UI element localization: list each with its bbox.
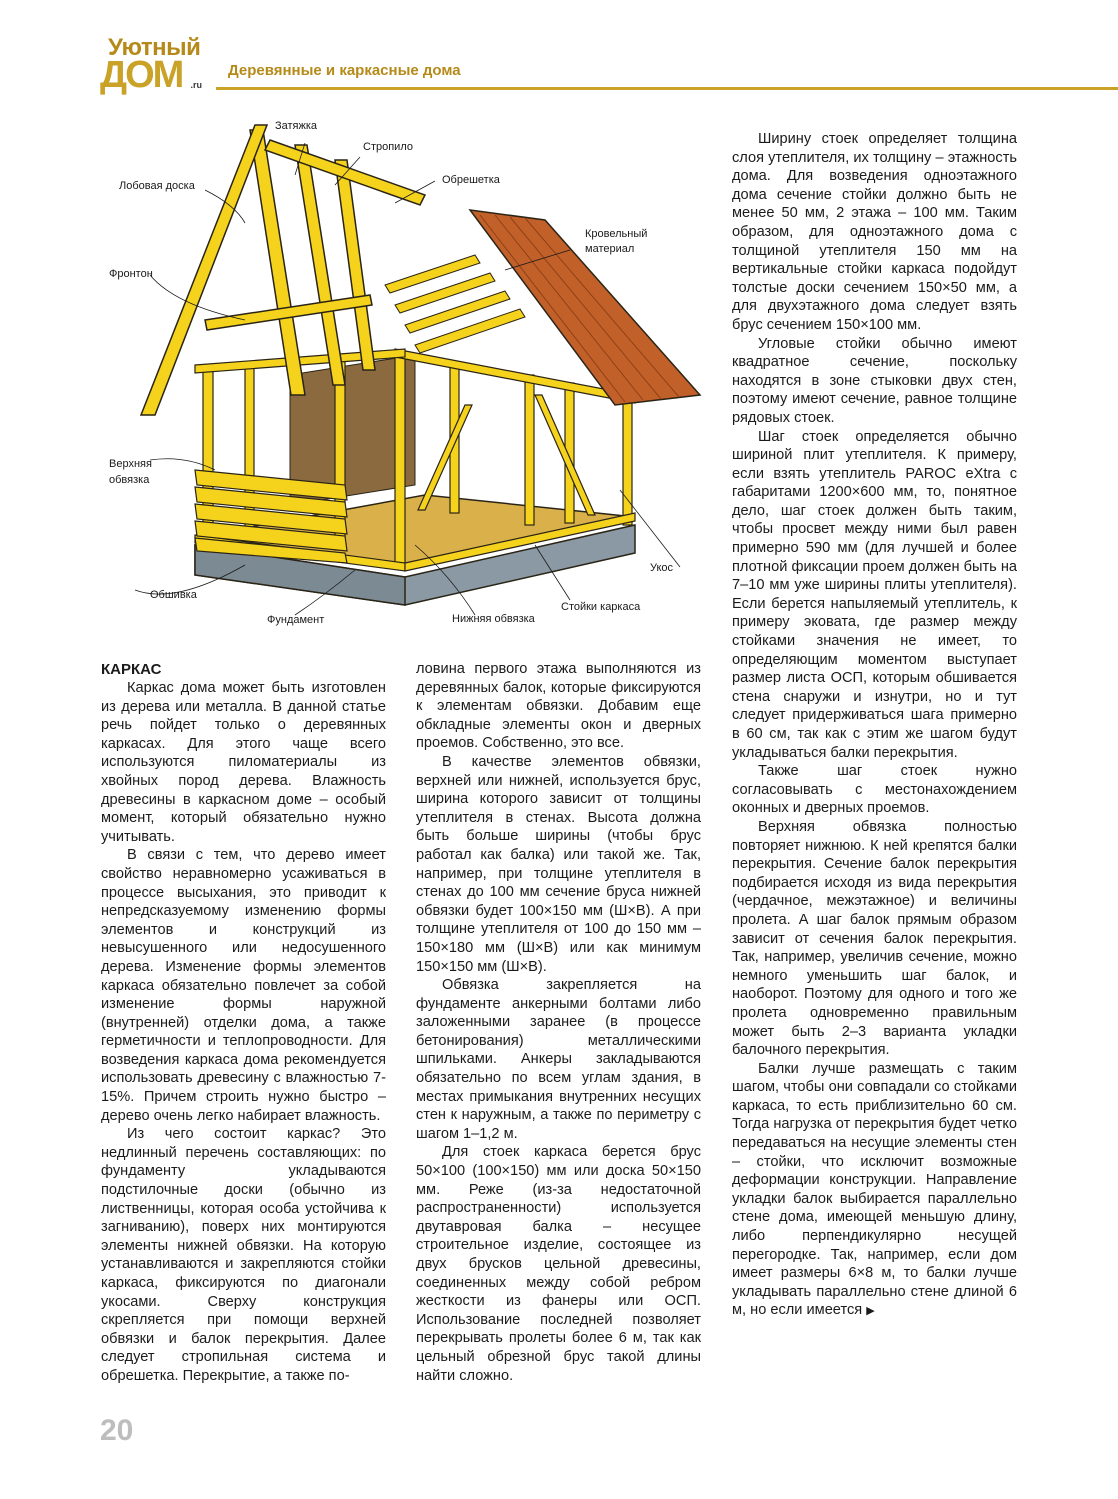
article-column-1 bbox=[101, 660, 386, 1386]
paragraph: В качестве элементов обвязки, верхней или нижней, используется брус, ширина которого зависит от толщины утеплителя в стенах. Высота должна быть больше ширины (чтобы брус работал как балка) или такой же. Так, например, при толщине утеплителя в стенах до 100 мм сечение бруса нижней обвязки будет 100×150 мм (Ш×В). А при толщине утеплителя от 100 до 150 мм – 150×180 мм (Ш×В) или как минимум 150×150 мм (Ш×В). bbox=[416, 753, 701, 975]
paragraph: Также шаг стоек нужно согласовывать с местонахождением оконных и дверных проемов. bbox=[732, 763, 1017, 817]
roof-battens bbox=[385, 255, 525, 353]
paragraph: Верхняя обвязка полностью повторяет нижнюю. К ней крепятся балки перекрытия. Сечение балок перекрытия подбирается исходя из вида перекрытия (чердачное, межэтажное) и величины пролета. А шаг балок прямым образом зависит от сечения балок перекрытия. Так, например, увеличив сечение, можно немного уменьшить шаг балок, и наоборот. Поэтому для одного и того же пролета одновременно правильным может быть 2–3 варианта укладки балочного перекрытия. bbox=[732, 818, 1017, 1059]
page-number: 20 bbox=[100, 1414, 134, 1447]
frame-house-diagram bbox=[95, 105, 715, 640]
logo-suffix: .ru bbox=[190, 80, 202, 90]
label-zatyazhka: Затяжка bbox=[275, 120, 318, 132]
article-heading: КАРКАС bbox=[101, 661, 162, 678]
logo-line2: ДОМ bbox=[100, 54, 183, 96]
magazine-logo bbox=[100, 36, 204, 94]
paragraph-last bbox=[732, 1060, 1017, 1321]
label-krovelny-1: Кровельный bbox=[585, 228, 648, 240]
header-rule bbox=[216, 87, 1118, 90]
label-verkhnyaya-1: Верхняя bbox=[109, 458, 152, 470]
label-nizhnyaya: Нижняя обвязка bbox=[452, 613, 535, 625]
continue-arrow-icon: ▶ bbox=[866, 1305, 875, 1318]
label-ukos: Укос bbox=[650, 562, 674, 574]
label-krovelny-2: материал bbox=[585, 243, 635, 255]
paragraph: ловина первого этажа выполняются из деревянных балок, которые фиксируются к элементам обвязки. Добавим еще обкладные элементы окон и дверных проемов. Собственно, это все. bbox=[416, 661, 701, 752]
article-column-3 bbox=[732, 130, 1017, 1321]
label-lobovaya: Лобовая доска bbox=[119, 180, 195, 192]
paragraph: Каркас дома может быть изготовлен из дерева или металла. В данной статье речь пойдет только о деревянных каркасах. Для этого чаще всего используются пиломатериалы из хвойных пород дерева. Влажность древесины в каркасном доме – особый момент, который обязательно нужно учитывать. bbox=[101, 680, 386, 845]
paragraph: Шаг стоек определяется обычно шириной плит утеплителя. К примеру, если взять утеплитель PAROC eXtra с габаритами 1200×600 мм, то, понятное дело, шаг стоек должен быть таким, чтобы просвет между ними был равен примерно 590 мм (для лучшей и более плотной фиксации проем должен быть на 7–10 мм уже ширины плиты утеплителя). Если берется напыляемый утеплитель, к примеру эковата, где размер между стойками значения не имеет, то определяющим моментом выступает размер листа ОСП, которым обшивается стена снаружи и изнутри, но и тут следует придерживаться шага примерно в 60 см, так как с этим же шагом будут укладываться балки перекрытия. bbox=[732, 428, 1017, 761]
article-column-2 bbox=[416, 660, 701, 1385]
paragraph: Из чего состоит каркас? Это недлинный перечень составляющих: по фундаменту укладываются подстилочные доски (обычно из лиственницы, которая особа устойчива к загниванию), поверх них монтируются элементы нижней обвязки. На которую устанавливаются и закрепляются стойки каркаса, фиксируются по диагонали укосами. Сверху конструкция скрепляется при помощи верхней обвязки и балок перекрытия. Далее следует стропильная система и обрешетка. Перекрытие, а также по- bbox=[101, 1126, 386, 1384]
paragraph: В связи с тем, что дерево имеет свойство неравномерно усаживаться в процессе высыхания, это приводит к непредсказуемому изменению формы элементов и конструкций из невысушенного или недосушенного дерева. Изменение формы элементов каркаса обязательно повлечет за собой изменение формы наружной (внутренней) отделки дома, а также герметичности и теплопроводности. Для возведения каркаса дома рекомендуется использовать древесину с влажностью 7-15%. Причем строить нужно быстро – дерево очень легко набирает влажность. bbox=[101, 847, 386, 1124]
label-stoyki: Стойки каркаса bbox=[561, 601, 641, 613]
paragraph: Угловые стойки обычно имеют квадратное сечение, поскольку находятся в зоне стыковки двух стен, поэтому имеют сечение, равное толщине рядовых стоек. bbox=[732, 335, 1017, 426]
paragraph: Для стоек каркаса берется брус 50×100 (100×150) мм или доска 50×150 мм. Реже (из-за недостаточной распространенности) используется двутавровая балка – несущее строительное изделие, состоящее из двух брусков цельной древесины, соединенных между собой ребром жесткости из фанеры или ОСП. Использование последней позволяет перекрывать пролеты более 6 м, так как цельный обрезной брус такой длины найти сложно. bbox=[416, 1144, 701, 1384]
siding-boards bbox=[195, 470, 347, 563]
paragraph: Ширину стоек определяет толщина слоя утеплителя, их толщину – этажность дома. Для возведения одноэтажного дома сечение стойки должно быть не менее 50 мм, 2 этажа – 100 мм. Таким образом, для одноэтажного дома с толщиной утеплителя 150 мм на вертикальные стойки каркаса подойдут толстые доски сечением 150×50 мм, а для двухэтажного дома следует взять брус сечением 150×100 мм. bbox=[732, 131, 1017, 333]
label-verkhnyaya-2: обвязка bbox=[109, 474, 150, 486]
section-title: Деревянные и каркасные дома bbox=[228, 62, 461, 79]
label-fundament: Фундамент bbox=[267, 614, 325, 626]
paragraph: Обвязка закрепляется на фундаменте анкерными болтами либо заложенными заранее (в процессе бетонирования) металлическими шпильками. Анкеры закладываются обязательно по всем углам здания, в местах примыкания внутренних несущих стен к наружным, а также по периметру с шагом 1–1,2 м. bbox=[416, 977, 701, 1142]
label-obreshetka: Обрешетка bbox=[442, 174, 500, 186]
label-fronton: Фронтон bbox=[109, 268, 153, 280]
label-stropilo: Стропило bbox=[363, 141, 413, 153]
label-obshivka: Обшивка bbox=[150, 589, 197, 601]
paragraph-text: Балки лучше размещать с таким шагом, чтобы они совпадали со стойками каркаса, то есть приблизительно 60 см. Тогда нагрузка от перекрытия будет четко передаваться на несущие элементы стен – стойки, что исключит возможные деформации конструкции. Направление укладки балок выбирается параллельно стене дома, имеющей меньшую длину, либо перпендикулярно несущей перегородке. Так, например, если дом имеет размеры 6×8 м, то балки лучше укладывать параллельно стене длиной 6 м, но если имеется bbox=[732, 1060, 1017, 1319]
logo-line1: Уютный bbox=[108, 34, 201, 61]
